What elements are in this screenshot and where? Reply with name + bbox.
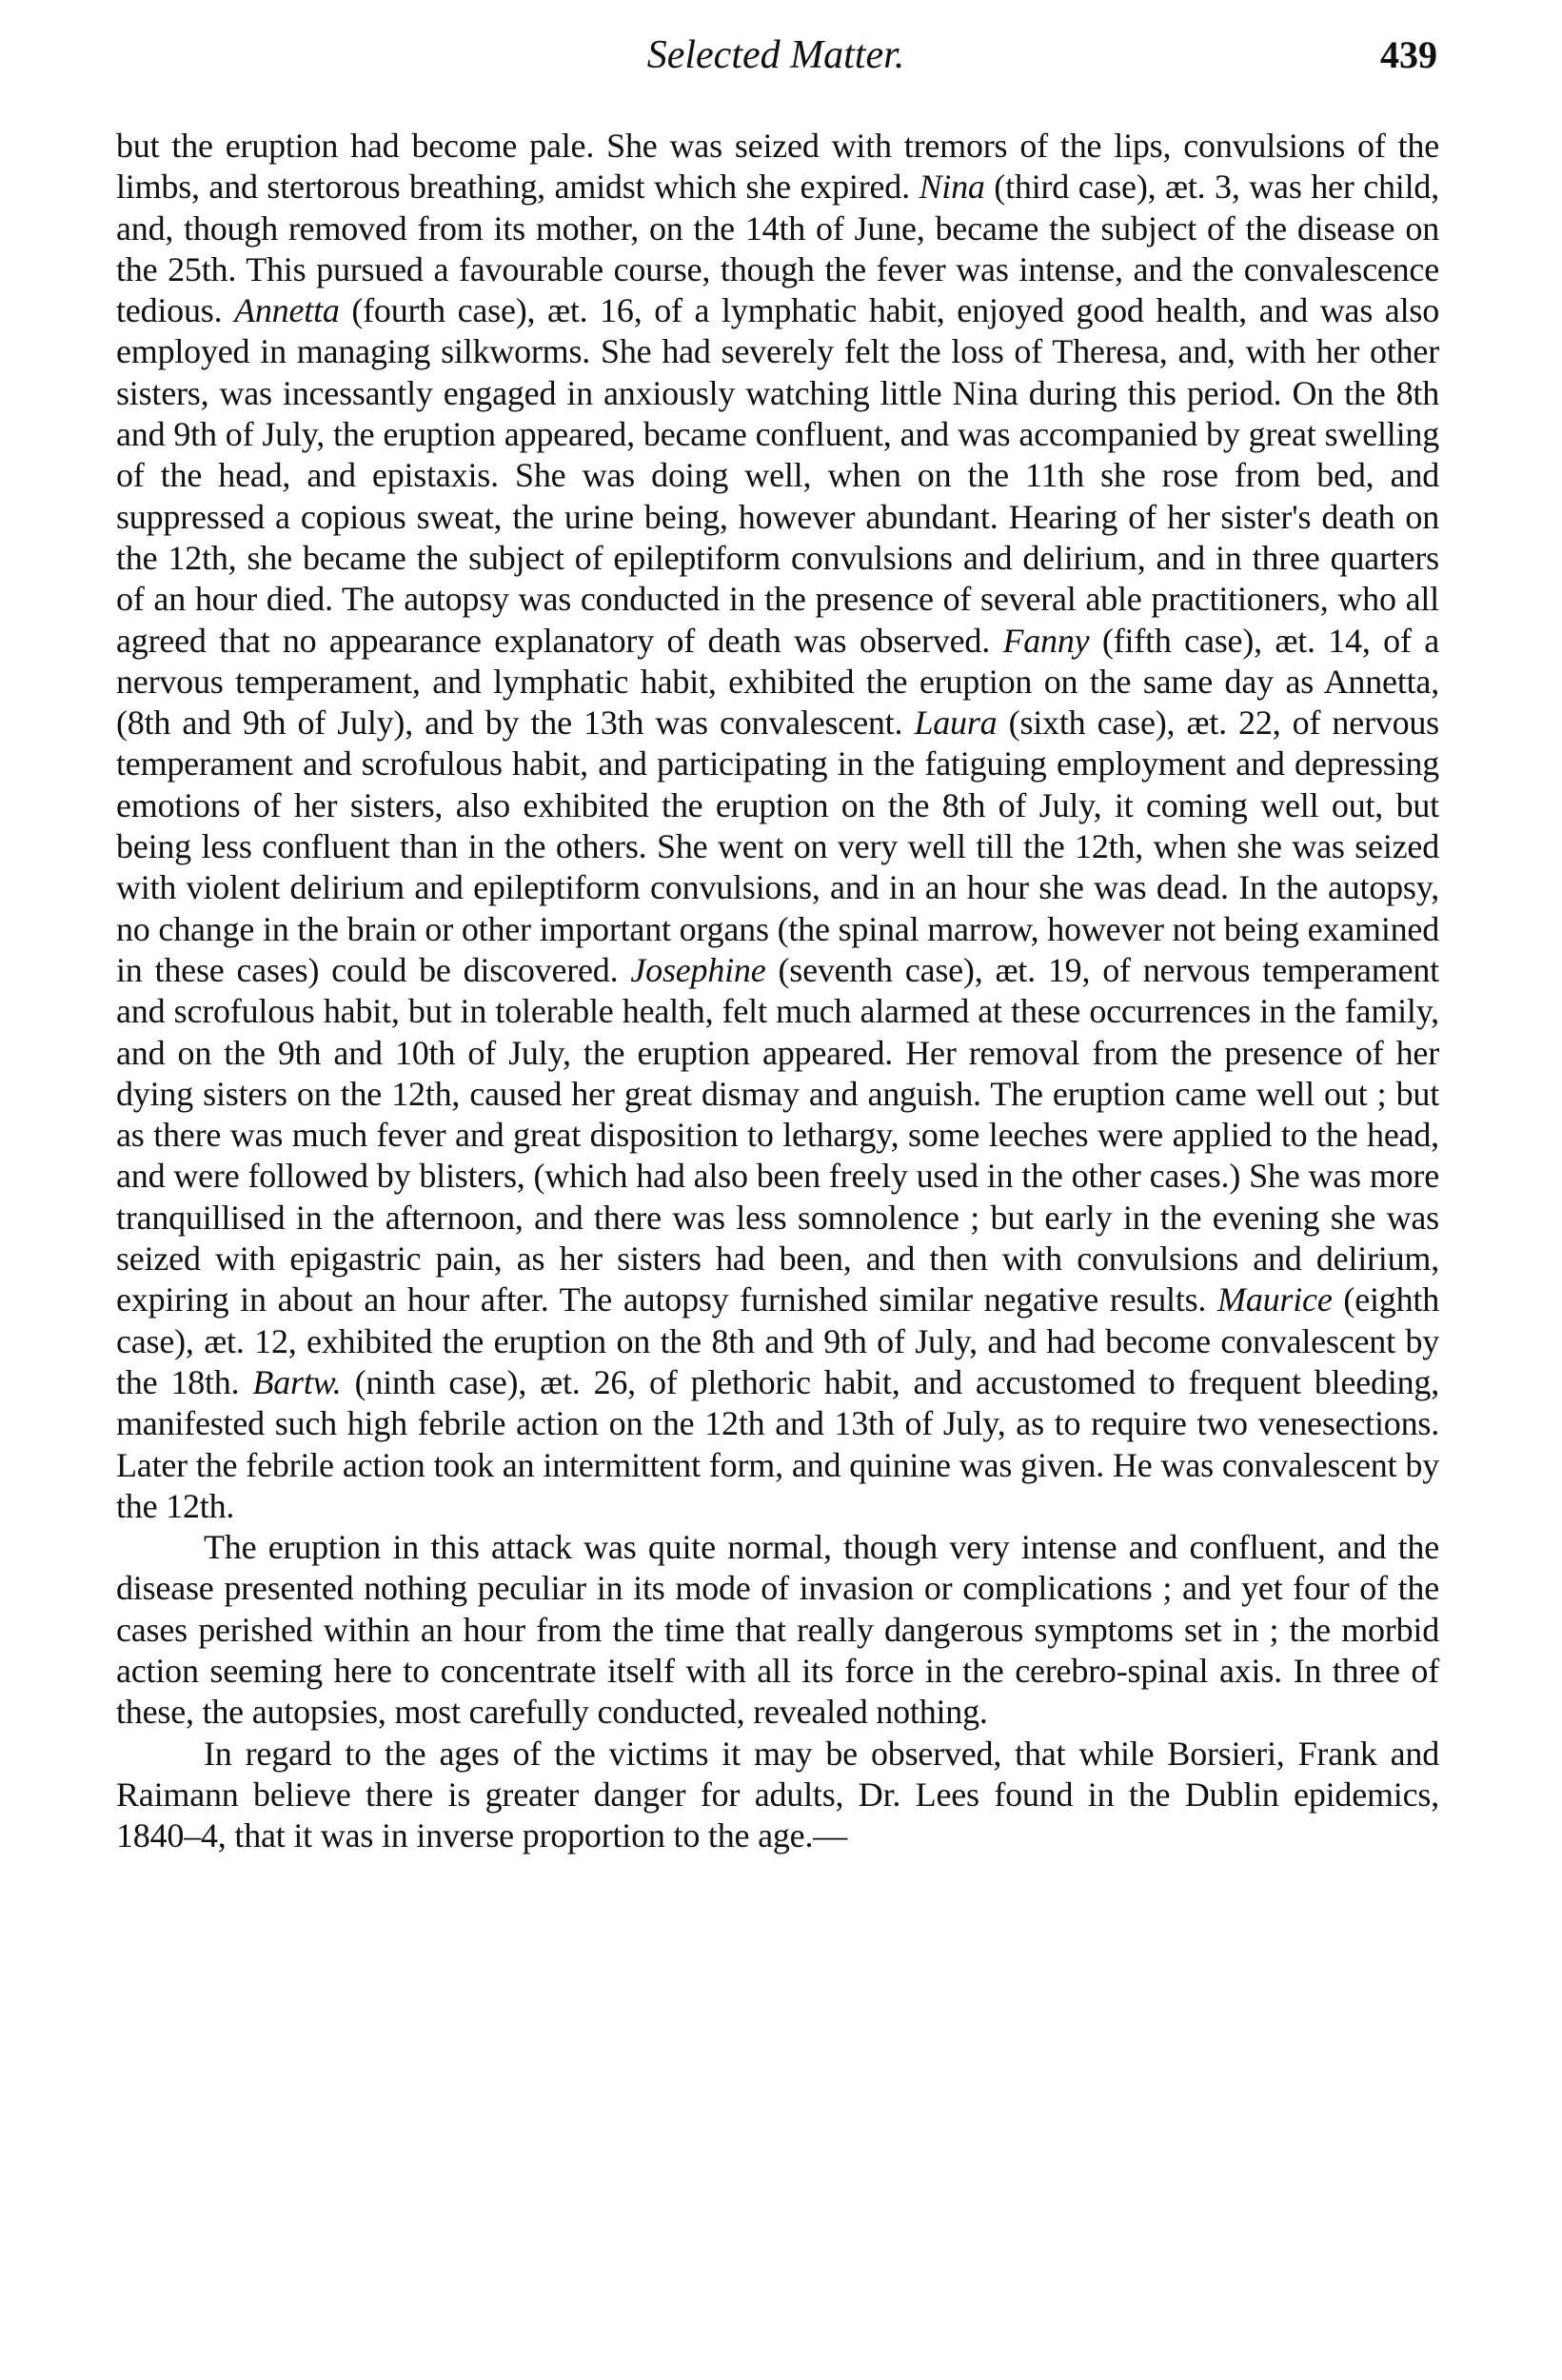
body-text bbox=[116, 126, 1439, 1856]
patient-name-laura: Laura bbox=[914, 704, 998, 743]
patient-name-fanny: Fanny bbox=[1002, 621, 1090, 660]
patient-name-nina: Nina bbox=[919, 168, 985, 207]
patient-name-annetta: Annetta bbox=[234, 291, 340, 330]
text-run: (seventh case), æt. 19, of nervous temperament and scrofulous habit, but in tolerable health, felt much alarmed at these occurrences in the family, and on the 9th and 10th of July, the eruption appeared. Her removal from the presence of her dying sisters on the 12th, caused her great dismay and anguish. The eruption came well out ; but as there was much fever and great disposition to lethargy, some leeches were applied to the head, and were followed by blisters, (which had also been freely used in the other cases.) She was more tranquillised in the afternoon, and there was less somnolence ; but early in the evening she was seized with epigastric pain, as her sisters had been, and then with convulsions and delirium, expiring in about an hour after. The autopsy furnished similar negative results. bbox=[116, 950, 1439, 1319]
text-run: (third case), æt. 3, was her child, and, though removed from its mother, on the 14th of June, became the subject of the disease on the 25th. This pursued a favourable course, though the fever was intense, and the convalescence tedious. bbox=[116, 168, 1440, 330]
page-number: 439 bbox=[1380, 33, 1437, 76]
paragraph-ages: In regard to the ages of the victims it may be observed, that while Borsieri, Frank and Raimann believe there is greater danger for adults, Dr. Lees found in the Dublin epidemics, 1840–4, that it was in inverse proportion to the age.— bbox=[116, 1734, 1439, 1855]
text-run: (fifth case), æt. 14, of a nervous temperament, and lymphatic habit, exhibited the eruption on the same day as Annetta, (8th and 9th of July), and by the 13th was convalescent. bbox=[116, 621, 1439, 743]
patient-name-josephine: Josephine bbox=[630, 950, 766, 989]
paragraph-eruption-summary: The eruption in this attack was quite normal, though very intense and confluent, and the disease presented nothing peculiar in its mode of invasion or complications ; and yet four of the cases perished within an hour from the time that really dangerous symptoms set in ; the morbid action seeming here to concentrate itself with all its force in the cerebro-spinal axis. In three of these, the autopsies, most carefully conducted, revealed nothing. bbox=[116, 1528, 1439, 1732]
text-run: but the eruption had become pale. She was seized with tremors of the lips, convulsions of the limbs, and stertorous breathing, amidst which she expired. bbox=[116, 127, 1439, 207]
text-run: (ninth case), æt. 26, of plethoric habit, and accustomed to frequent bleeding, manifested such high febrile action on the 12th and 13th of July, as to require two venesections. Later the febrile action took an intermittent form, and quinine was given. He was convalescent by the 12th. bbox=[116, 1362, 1440, 1525]
text-run: (fourth case), æt. 16, of a lymphatic habit, enjoyed good health, and was also employed in managing silkworms. She had severely felt the loss of Theresa, and, with her other sisters, was incessantly engaged in anxiously watching little Nina during this period. On the 8th and 9th of July, the eruption appeared, became confluent, and was accompanied by great swelling of the head, and epistaxis. She was doing well, when on the 11th she rose from bed, and suppressed a copious sweat, the urine being, however abundant. Hearing of her sister's death on the 12th, she became the subject of epileptiform convulsions and delirium, and in three quarters of an hour died. The autopsy was conducted in the presence of several able practitioners, who all agreed that no appearance explanatory of death was observed. bbox=[116, 291, 1440, 660]
text-run: (sixth case), æt. 22, of nervous temperament and scrofulous habit, and participating in the fatiguing employment and depressing emotions of her sisters, also exhibited the eruption on the 8th of July, it coming well out, but being less confluent than in the others. She went on very well till the 12th, when she was seized with violent delirium and epileptiform convulsions, and in an hour she was dead. In the autopsy, no change in the brain or other important organs (the spinal marrow, however not being examined in these cases) could be discovered. bbox=[116, 704, 1439, 989]
running-title: Selected Matter. bbox=[646, 33, 905, 77]
page-header bbox=[114, 27, 1437, 84]
patient-name-maurice: Maurice bbox=[1217, 1280, 1333, 1319]
paragraph-case-reports bbox=[116, 126, 1439, 1527]
text-run: (eighth case), æt. 12, exhibited the eruption on the 8th and 9th of July, and had become convalescent by the 18th. bbox=[116, 1280, 1439, 1401]
patient-name-bartw: Bartw. bbox=[252, 1362, 342, 1401]
